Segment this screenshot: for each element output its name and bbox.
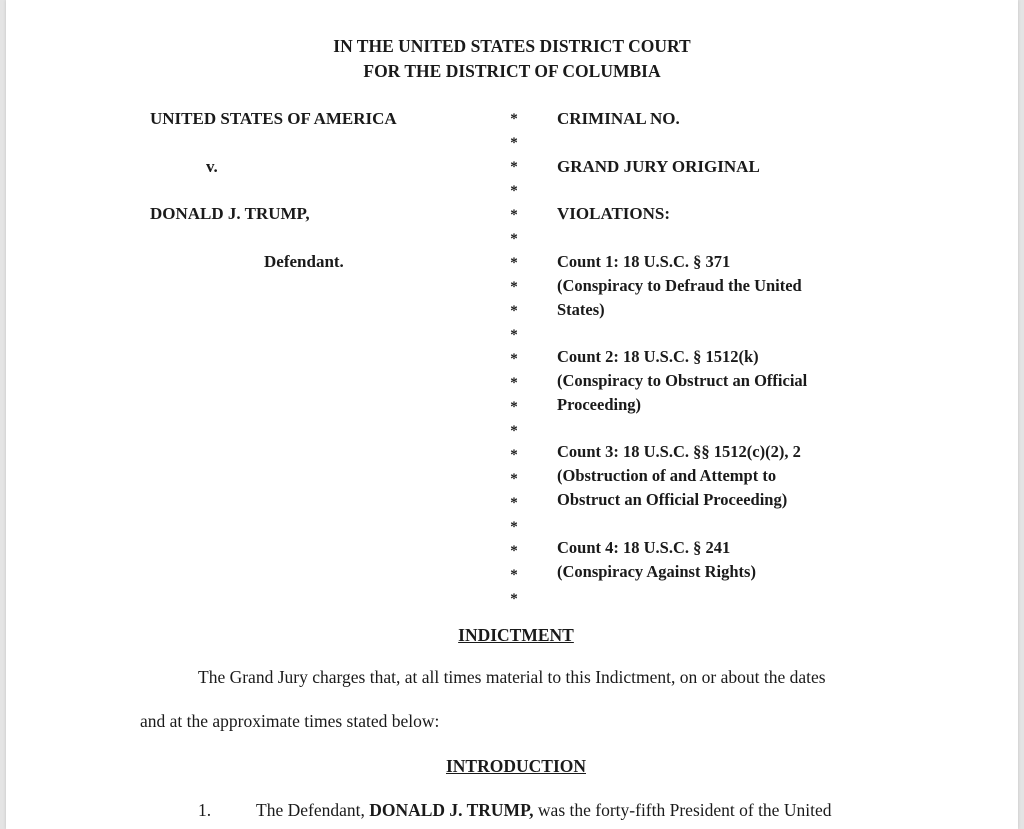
caption-star: * (510, 423, 518, 439)
versus-label: v. (206, 157, 218, 176)
caption-star: * (510, 351, 518, 367)
indictment-heading: INDICTMENT (458, 625, 574, 645)
caption-star: * (510, 495, 518, 511)
court-name-line: IN THE UNITED STATES DISTRICT COURT (333, 36, 691, 56)
criminal-number-label: CRIMINAL NO. (557, 109, 680, 128)
introduction-paragraph (256, 800, 831, 821)
count-2-description: (Conspiracy to Obstruct an Official (557, 371, 808, 390)
violations-label: VIOLATIONS: (557, 204, 671, 223)
count-4 (557, 536, 756, 584)
count-1 (557, 250, 802, 322)
count-2-description-cont: Proceeding) (557, 395, 642, 414)
caption-star: * (510, 519, 518, 535)
count-4-description: (Conspiracy Against Rights) (557, 562, 756, 581)
count-3-description-cont: Obstruct an Official Proceeding) (557, 490, 788, 509)
court-district-line: FOR THE DISTRICT OF COLUMBIA (363, 61, 661, 81)
count-3 (557, 440, 801, 512)
caption-star: * (510, 111, 518, 127)
caption-star: * (510, 375, 518, 391)
indictment-paragraph-line-1: The Grand Jury charges that, at all times material to this Indictment, on or about the dates (198, 667, 826, 687)
introduction-heading: INTRODUCTION (445, 756, 587, 776)
paragraph-suffix: was the forty-fifth President of the United (533, 800, 832, 820)
caption-star: * (510, 135, 518, 151)
defendant-role-label: Defendant. (264, 252, 344, 271)
caption-star: * (510, 183, 518, 199)
caption-star: * (510, 159, 518, 175)
caption-star: * (510, 471, 518, 487)
count-1-description: (Conspiracy to Defraud the United (557, 276, 802, 295)
count-3-description: (Obstruction of and Attempt to (557, 466, 777, 485)
caption-star: * (510, 255, 518, 271)
caption-star: * (510, 303, 518, 319)
paragraph-prefix: The Defendant, (256, 800, 370, 820)
plaintiff-name: UNITED STATES OF AMERICA (150, 109, 397, 128)
caption-star: * (510, 567, 518, 583)
count-3-statute: Count 3: 18 U.S.C. §§ 1512(c)(2), 2 (557, 442, 801, 461)
caption-star: * (510, 231, 518, 247)
count-2 (557, 345, 807, 417)
caption-star: * (510, 327, 518, 343)
defendant-name: DONALD J. TRUMP, (150, 204, 310, 223)
count-2-statute: Count 2: 18 U.S.C. § 1512(k) (557, 347, 759, 366)
caption-star: * (510, 543, 518, 559)
caption-star: * (510, 591, 518, 607)
caption-star: * (510, 279, 518, 295)
paragraph-number: 1. (198, 800, 212, 820)
count-1-description-cont: States) (557, 300, 605, 319)
caption-star: * (510, 207, 518, 223)
defendant-name-inline: DONALD J. TRUMP, (369, 800, 534, 820)
caption-star: * (510, 399, 518, 415)
caption-star: * (510, 447, 518, 463)
grand-jury-label: GRAND JURY ORIGINAL (557, 157, 760, 176)
count-4-statute: Count 4: 18 U.S.C. § 241 (557, 538, 731, 557)
indictment-paragraph-line-2: and at the approximate times stated below: (140, 711, 440, 731)
count-1-statute: Count 1: 18 U.S.C. § 371 (557, 252, 731, 271)
